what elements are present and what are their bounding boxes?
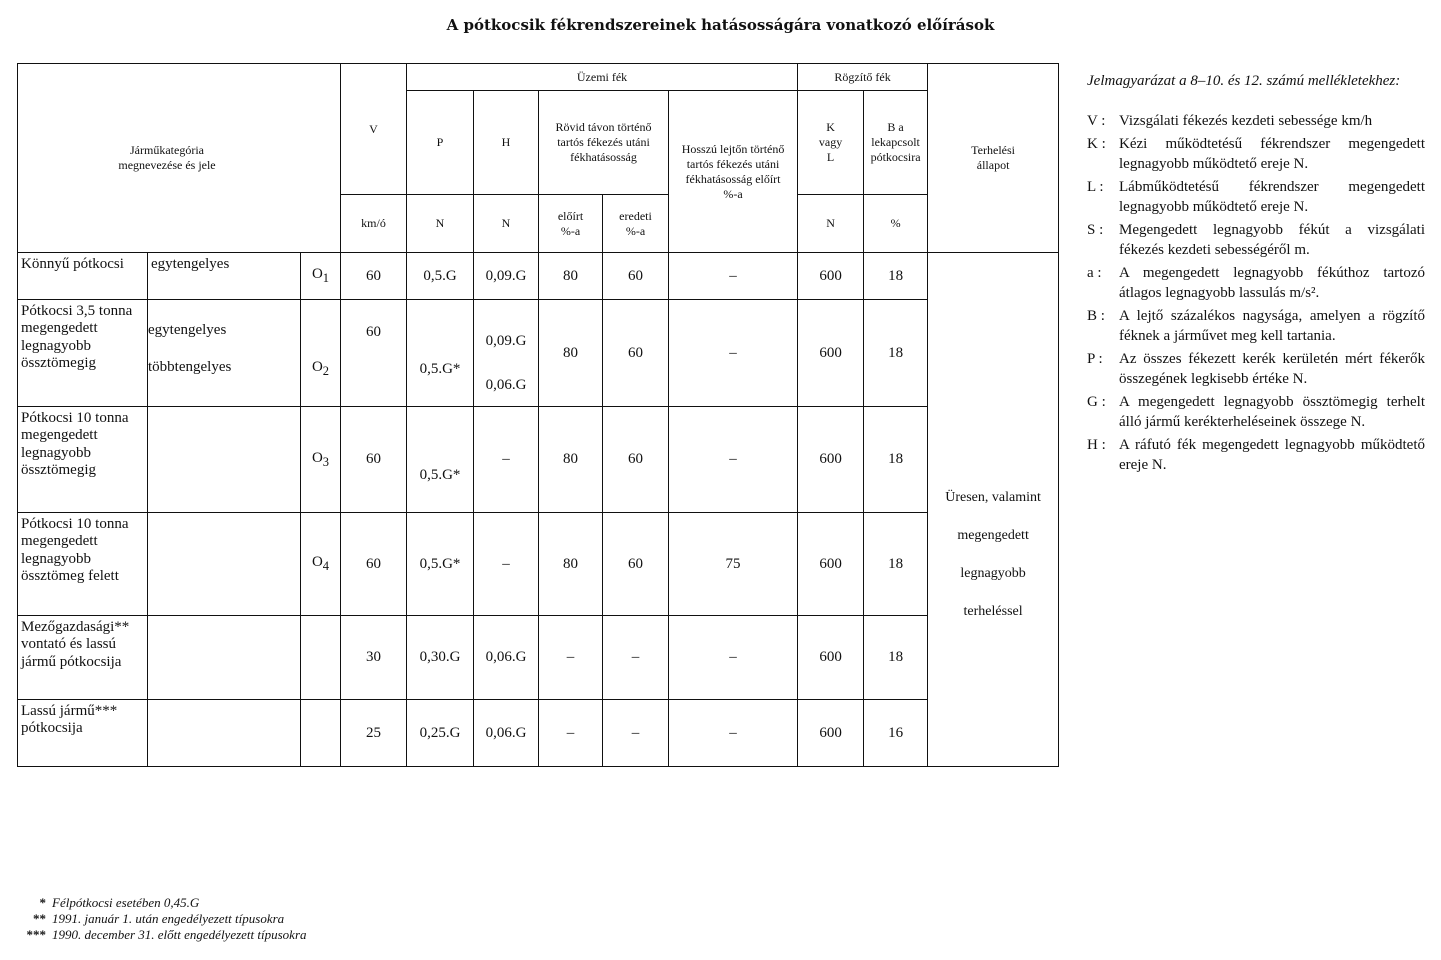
cell-h: – xyxy=(474,513,539,616)
cell-k-l: 600 xyxy=(798,407,864,513)
legend-item xyxy=(1087,135,1425,174)
cell-long-slope: – xyxy=(669,407,798,513)
cell-p: 0,5.G* xyxy=(407,300,474,407)
cell-h-pair xyxy=(474,300,539,407)
legend-key: a : xyxy=(1087,265,1102,281)
header-short-term: Rövid távon történő tartós fékezés utáni fékhatásosság xyxy=(539,91,669,195)
header-short-original: eredeti %-a xyxy=(603,195,669,253)
cell-short-required: 80 xyxy=(539,407,603,513)
legend-item xyxy=(1087,221,1425,260)
legend-key: P : xyxy=(1087,351,1103,367)
unit-h: N xyxy=(474,195,539,253)
row-axle-type: egytengelyes xyxy=(148,253,301,300)
legend-key: B : xyxy=(1087,308,1105,324)
cell-h: 0,09.G xyxy=(474,253,539,300)
footnote-text: 1991. január 1. után engedélyezett típusokra xyxy=(52,911,285,926)
cell-long-slope: – xyxy=(669,253,798,300)
header-b: B a lekapcsolt pótkocsira xyxy=(864,91,928,195)
header-h: H xyxy=(474,91,539,195)
row-axle-types xyxy=(148,300,301,407)
legend-key: V : xyxy=(1087,112,1106,129)
row-category-name: Pótkocsi 10 tonna megengedett legnagyobb össztömegig xyxy=(18,407,148,513)
cell-long-slope: – xyxy=(669,700,798,767)
cell-short-required: 80 xyxy=(539,300,603,407)
cell-p: 0,5.G* xyxy=(407,513,474,616)
row-category-code: $O_3$ xyxy=(301,407,341,513)
cell-b: 18 xyxy=(864,616,928,700)
legend-desc: A lejtő százalékos nagysága, amelyen a rögzítő féknek a járművet meg kell tartania. xyxy=(1119,308,1425,344)
legend-desc: Vizsgálati fékezés kezdeti sebessége km/h xyxy=(1119,112,1373,129)
header-k-l: K vagy L xyxy=(798,91,864,195)
cell-b: 18 xyxy=(864,300,928,407)
row-axle-type xyxy=(148,700,301,767)
legend-desc: A ráfutó fék megengedett legnagyobb működtető ereje N. xyxy=(1119,437,1425,473)
legend-desc: Megengedett legnagyobb fékút a vizsgálati fékezés kezdeti sebességéről m. xyxy=(1119,222,1425,258)
row-category-code xyxy=(301,700,341,767)
cell-short-original: 60 xyxy=(603,513,669,616)
legend-item xyxy=(1087,178,1425,217)
row-axle-single: egytengelyes xyxy=(148,321,227,338)
footnote-mark: ** xyxy=(33,911,46,926)
row-category-code: $O_1$ xyxy=(301,253,341,300)
footnote-mark: *** xyxy=(26,927,46,942)
page-title: A pótkocsik fékrendszereinek hatásosságára vonatkozó előírások xyxy=(446,16,995,34)
cell-short-required: – xyxy=(539,616,603,700)
cell-h: – xyxy=(474,407,539,513)
legend-key: L : xyxy=(1087,179,1104,195)
legend-item xyxy=(1087,436,1425,475)
cell-short-required: 80 xyxy=(539,513,603,616)
cell-v: 25 xyxy=(341,700,407,767)
cell-k-l: 600 xyxy=(798,616,864,700)
footnote-text: Félpótkocsi esetében 0,45.G xyxy=(52,895,200,910)
header-long-slope: Hosszú lejtőn történő tartós fékezés utáni fékhatásosság előírt %-a xyxy=(669,91,798,253)
cell-b: 18 xyxy=(864,407,928,513)
cell-long-slope: 75 xyxy=(669,513,798,616)
cell-short-original: 60 xyxy=(603,253,669,300)
cell-p: 0,25.G xyxy=(407,700,474,767)
cell-h-multi: 0,06.G xyxy=(485,376,527,393)
footnote-text: 1990. december 31. előtt engedélyezett típusokra xyxy=(52,927,307,942)
unit-v: km/ó xyxy=(341,195,407,253)
legend-desc: A megengedett legnagyobb fékúthoz tartozó átlagos legnagyobb lassulás m/s². xyxy=(1119,265,1425,301)
footnote xyxy=(0,911,500,927)
legend-item xyxy=(1087,307,1425,346)
row-category-name: Könnyű pótkocsi xyxy=(18,253,148,300)
row-axle-multi: többtengelyes xyxy=(148,359,232,375)
row-axle-type xyxy=(148,513,301,616)
legend-desc: Lábműködtetésű fékrendszer megengedett legnagyobb működtető ereje N. xyxy=(1119,179,1425,215)
cell-v: 60 xyxy=(341,253,407,300)
cell-v: 60 xyxy=(341,407,407,513)
row-axle-type xyxy=(148,407,301,513)
table-row xyxy=(18,616,1059,700)
row-category-code: $O_4$ xyxy=(301,513,341,616)
cell-k-l: 600 xyxy=(798,253,864,300)
header-short-required: előírt %-a xyxy=(539,195,603,253)
cell-h: 0,06.G xyxy=(474,700,539,767)
cell-h-single: 0,09.G xyxy=(485,332,527,349)
footnote-mark: * xyxy=(39,895,46,910)
cell-k-l: 600 xyxy=(798,300,864,407)
row-category-code: $O_2$ xyxy=(301,300,341,407)
cell-short-required: 80 xyxy=(539,253,603,300)
cell-k-l: 600 xyxy=(798,513,864,616)
cell-v: 30 xyxy=(341,616,407,700)
cell-short-original: – xyxy=(603,616,669,700)
header-load-state: Terhelési állapot xyxy=(928,64,1059,253)
legend-item xyxy=(1087,264,1425,303)
row-category-code xyxy=(301,616,341,700)
row-category-name: Pótkocsi 10 tonna megengedett legnagyobb össztömeg felett xyxy=(18,513,148,616)
row-category-name: Mezőgazdasági** vontató és lassú jármű pótkocsija xyxy=(18,616,148,700)
cell-p: 0,30.G xyxy=(407,616,474,700)
row-category-name: Pótkocsi 3,5 tonna megengedett legnagyobb össztömegig xyxy=(18,300,148,407)
footnote xyxy=(0,927,500,943)
table-row xyxy=(18,407,1059,513)
cell-short-required: – xyxy=(539,700,603,767)
cell-long-slope: – xyxy=(669,616,798,700)
cell-short-original: 60 xyxy=(603,407,669,513)
cell-k-l: 600 xyxy=(798,700,864,767)
cell-short-original: – xyxy=(603,700,669,767)
cell-b: 18 xyxy=(864,253,928,300)
unit-k-l: N xyxy=(798,195,864,253)
legend-key: G : xyxy=(1087,394,1106,410)
cell-b: 16 xyxy=(864,700,928,767)
table-row xyxy=(18,253,1059,300)
table-row xyxy=(18,300,1059,407)
brake-requirements-table xyxy=(17,63,1059,767)
legend-item xyxy=(1087,112,1425,132)
header-parking-brake: Rögzítő fék xyxy=(798,64,928,91)
unit-b: % xyxy=(864,195,928,253)
legend-item xyxy=(1087,393,1425,432)
legend-title: Jelmagyarázat a 8–10. és 12. számú mellékletekhez: xyxy=(1087,73,1401,89)
footnote xyxy=(0,895,500,911)
row-category-name: Lassú jármű*** pótkocsija xyxy=(18,700,148,767)
legend-key: K : xyxy=(1087,136,1106,152)
cell-b: 18 xyxy=(864,513,928,616)
cell-v: 60 xyxy=(341,513,407,616)
cell-p: 0,5.G xyxy=(407,253,474,300)
header-category: Járműkategória megnevezése és jele xyxy=(18,64,341,253)
header-p: P xyxy=(407,91,474,195)
footnotes xyxy=(0,895,500,943)
legend xyxy=(1087,72,1425,479)
table-row xyxy=(18,513,1059,616)
cell-h: 0,06.G xyxy=(474,616,539,700)
cell-load-state: Üresen, valamint megengedett legnagyobb terheléssel xyxy=(928,253,1059,767)
legend-key: H : xyxy=(1087,437,1106,453)
legend-item xyxy=(1087,350,1425,389)
unit-p: N xyxy=(407,195,474,253)
legend-desc: Kézi működtetésű fékrendszer megengedett legnagyobb működtető ereje N. xyxy=(1119,136,1425,172)
table-row xyxy=(18,700,1059,767)
header-service-brake: Üzemi fék xyxy=(407,64,798,91)
cell-long-slope: – xyxy=(669,300,798,407)
legend-key: S : xyxy=(1087,222,1104,238)
legend-desc: A megengedett legnagyobb össztömegig terhelt álló jármű kerékterheléseinek összege N. xyxy=(1119,394,1425,430)
row-axle-type xyxy=(148,616,301,700)
cell-v: 60 xyxy=(341,300,407,407)
legend-desc: Az összes fékezett kerék kerületén mért fékerők összegének legkisebb értéke N. xyxy=(1119,351,1425,387)
header-v: V xyxy=(341,64,407,195)
cell-short-original: 60 xyxy=(603,300,669,407)
cell-p: 0,5.G* xyxy=(407,407,474,513)
